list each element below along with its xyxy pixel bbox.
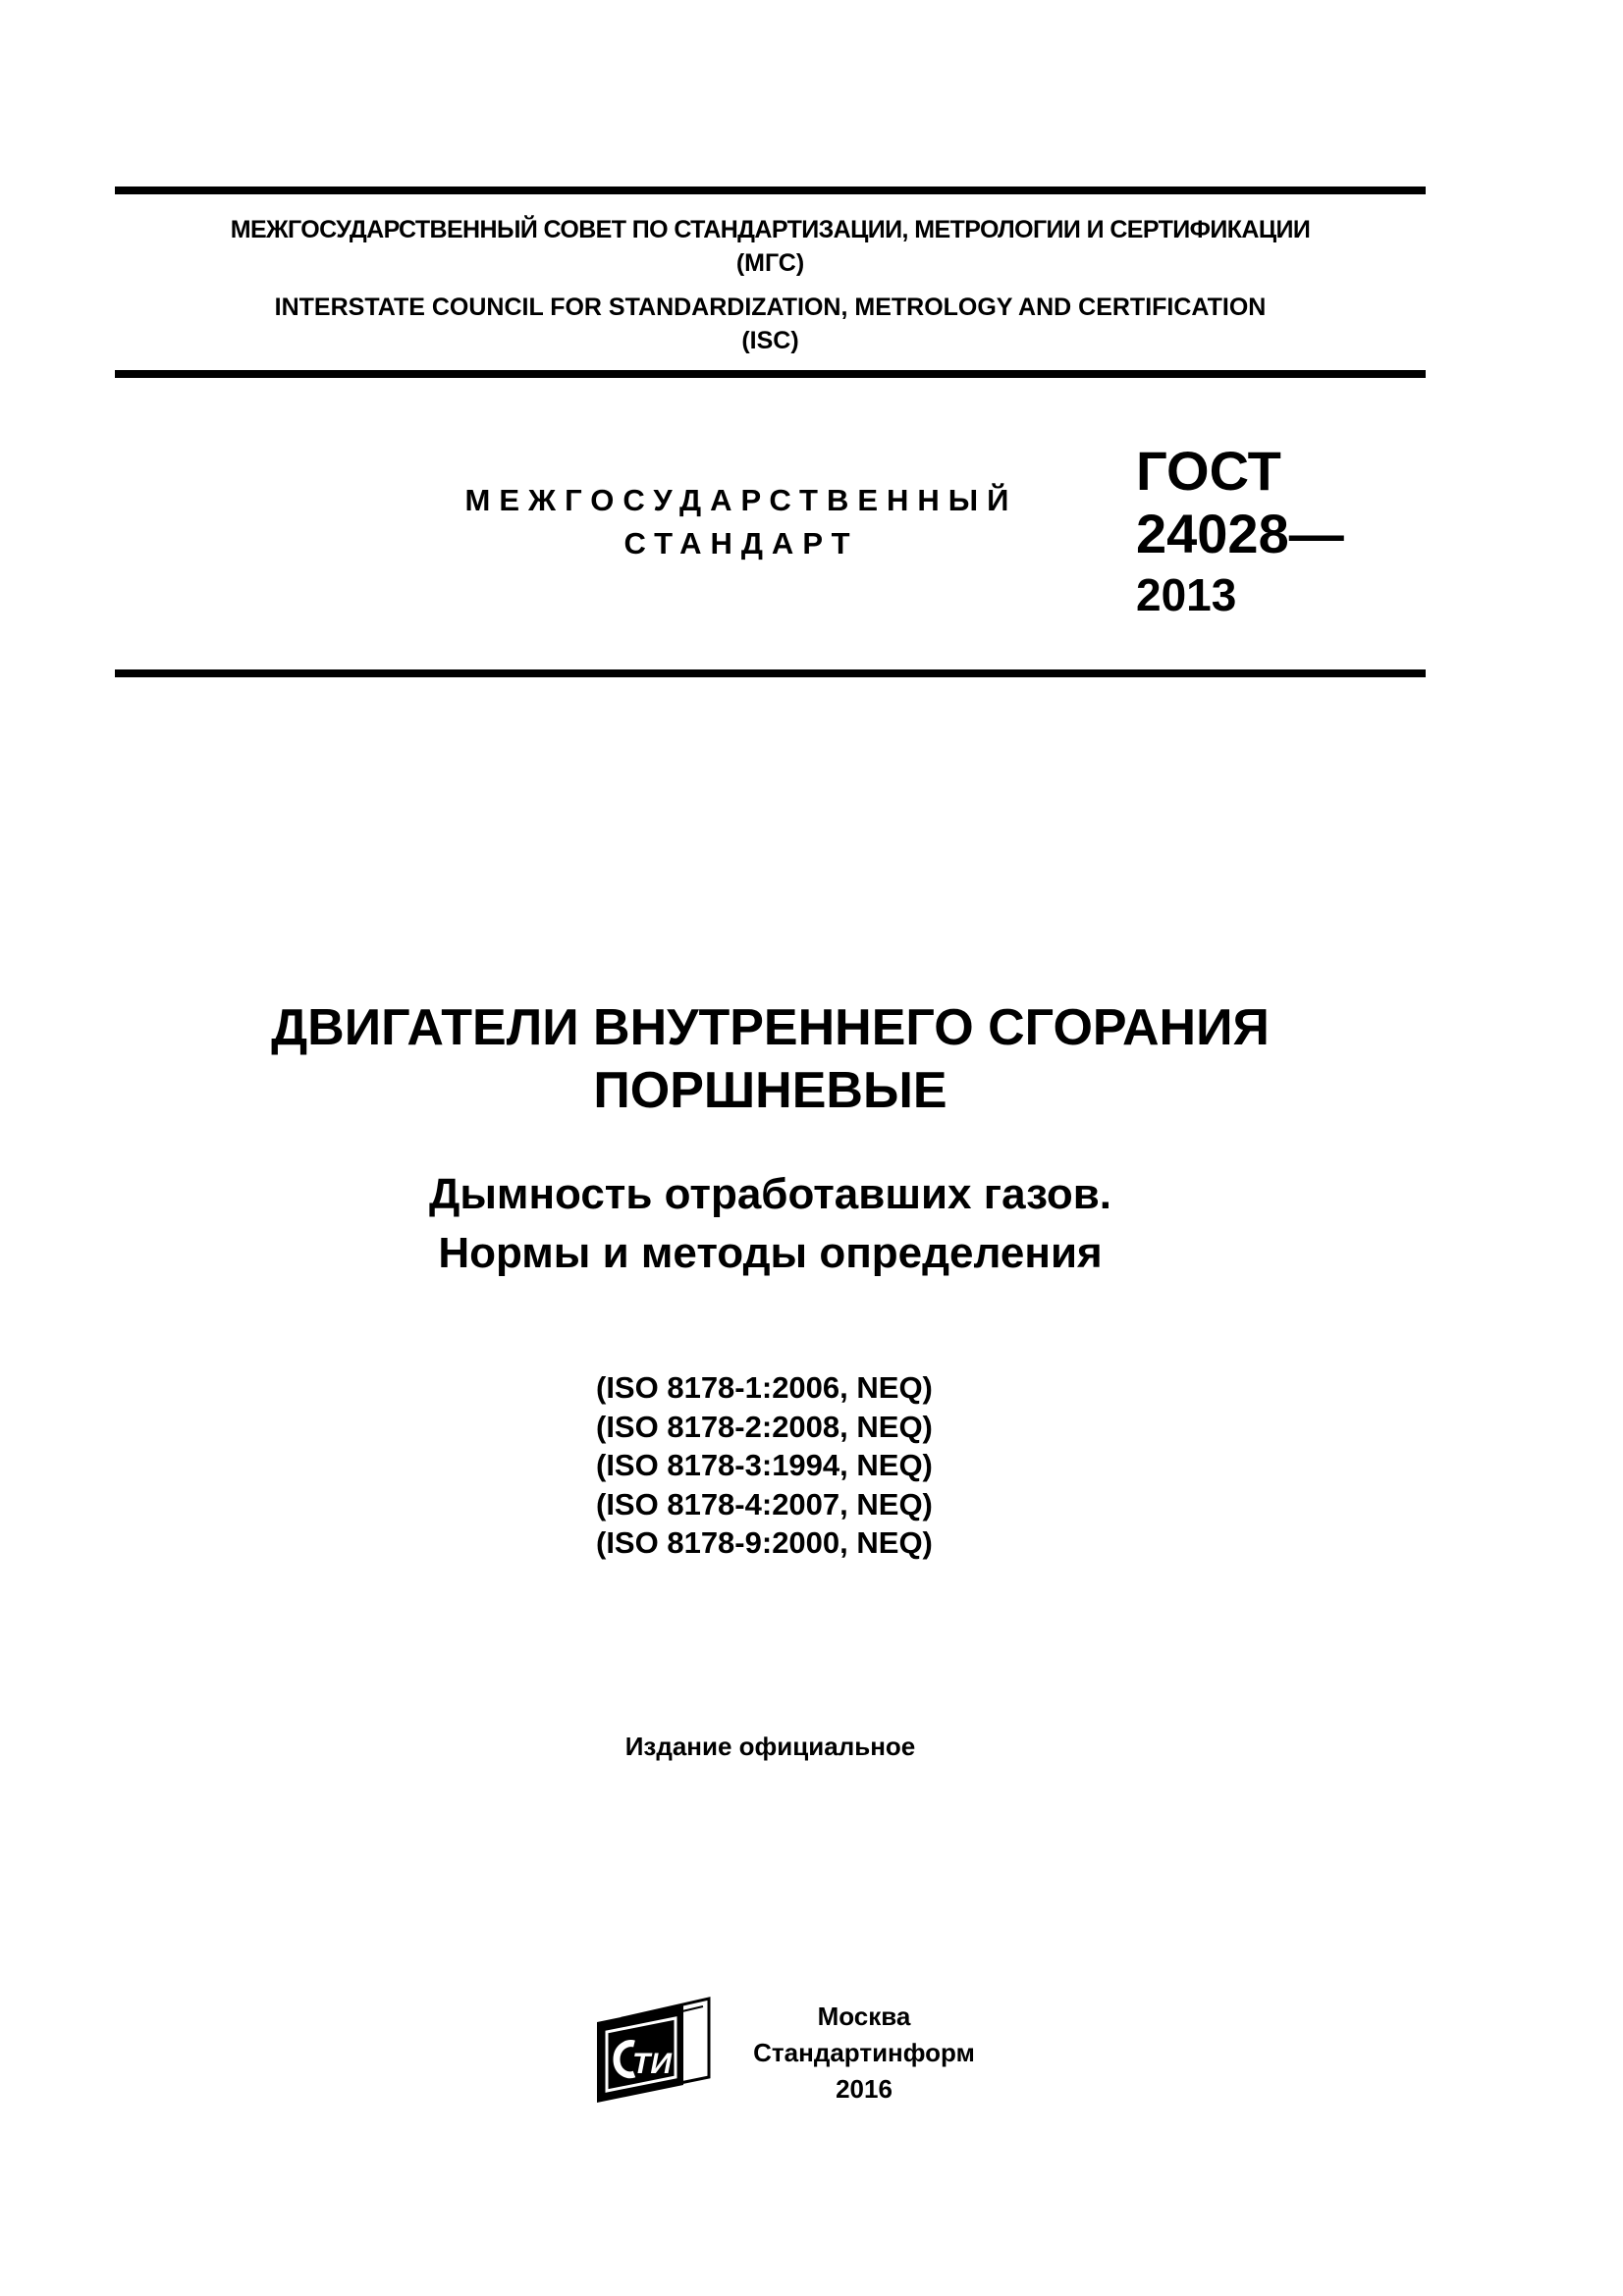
publisher-name: Стандартинформ xyxy=(753,2038,975,2067)
logo-letters: ТИ xyxy=(632,2048,672,2080)
iso-reference-list xyxy=(596,1368,933,1563)
publisher-year: 2016 xyxy=(836,2074,893,2104)
council-name-ru: МЕЖГОСУДАРСТВЕННЫЙ СОВЕТ ПО СТАНДАРТИЗАЦИИ, МЕТРОЛОГИИ И СЕРТИФИКАЦИИ xyxy=(230,216,1311,243)
standard-type-label xyxy=(373,479,1109,565)
council-abbr-ru: (МГС) xyxy=(735,249,805,277)
document-subtitle xyxy=(115,1165,1426,1283)
council-abbr-en: (ISC) xyxy=(741,327,799,354)
gost-number: 24028— xyxy=(1136,503,1344,564)
iso-reference: (ISO 8178-9:2000, NEQ) xyxy=(596,1525,933,1560)
iso-reference: (ISO 8178-3:1994, NEQ) xyxy=(596,1448,933,1482)
title-line2: ПОРШНЕВЫЕ xyxy=(593,1062,947,1119)
gost-year: 2013 xyxy=(1136,569,1237,620)
subtitle-line1: Дымность отработавших газов. xyxy=(428,1170,1112,1218)
top-rule xyxy=(115,187,1426,194)
standard-type-line2: СТАНДАРТ xyxy=(623,526,859,561)
title-line1: ДВИГАТЕЛИ ВНУТРЕННЕГО СГОРАНИЯ xyxy=(271,999,1270,1056)
iso-reference: (ISO 8178-1:2006, NEQ) xyxy=(596,1370,933,1405)
publisher-city: Москва xyxy=(817,2002,911,2031)
gost-prefix: ГОСТ xyxy=(1136,440,1281,502)
iso-reference: (ISO 8178-2:2008, NEQ) xyxy=(596,1409,933,1444)
header-bottom-rule xyxy=(115,370,1426,378)
standartinform-logo-icon xyxy=(593,1993,713,2106)
publisher-block xyxy=(731,1999,997,2108)
gost-designation xyxy=(1136,440,1344,624)
iso-reference: (ISO 8178-4:2007, NEQ) xyxy=(596,1486,933,1522)
standard-type-line1: МЕЖГОСУДАРСТВЕННЫЙ xyxy=(464,483,1018,517)
document-title xyxy=(115,996,1426,1122)
subtitle-line2: Нормы и методы определения xyxy=(438,1229,1103,1277)
council-name-en: INTERSTATE COUNCIL FOR STANDARDIZATION, METROLOGY AND CERTIFICATION xyxy=(274,294,1267,321)
edition-label: Издание официальное xyxy=(624,1732,916,1761)
designation-bottom-rule xyxy=(115,669,1426,677)
